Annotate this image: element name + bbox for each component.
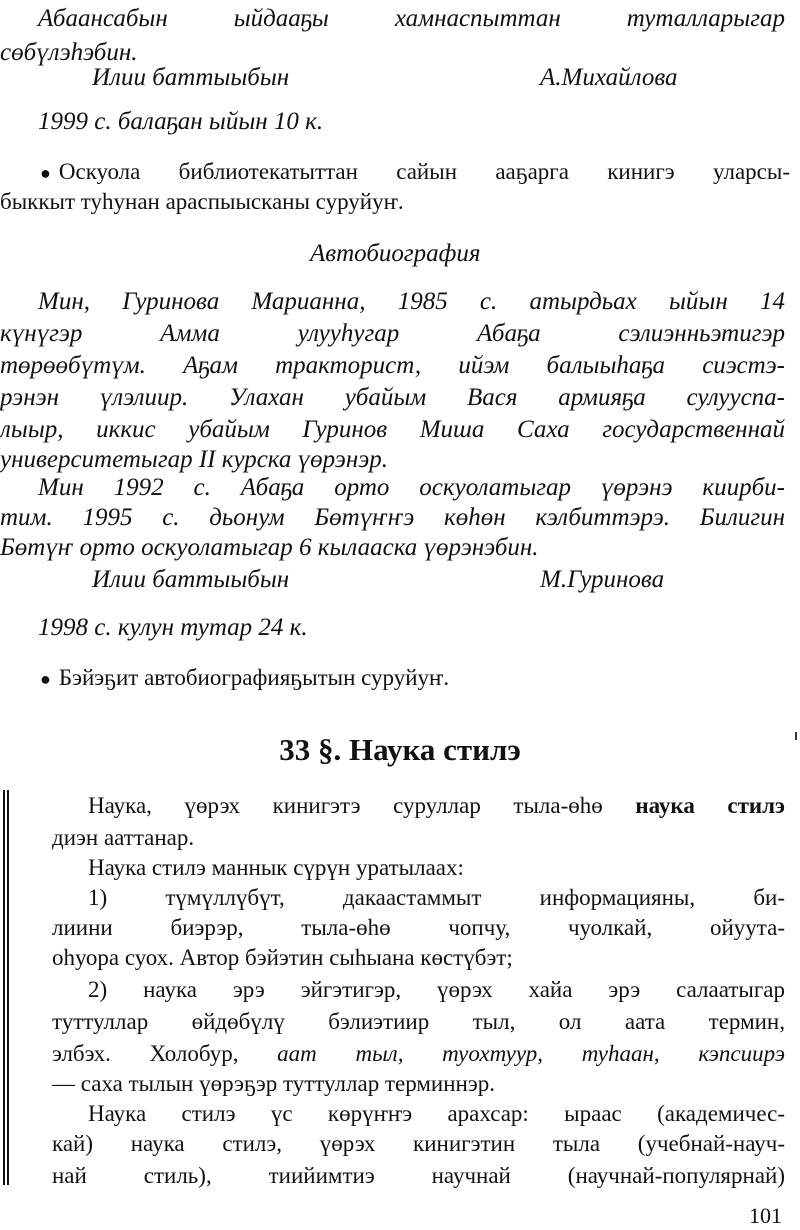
bullet-icon: ● — [40, 163, 51, 183]
task-line — [40, 662, 449, 694]
page-number: 101 — [749, 1203, 782, 1228]
section-line: оһуора суох. Автор бэйэтин сыһыана көстүбэт; — [52, 945, 513, 970]
autobiography-line: лыыр, иккис убайым Гуринов Миша Саха государственнай — [0, 416, 785, 443]
section-line: кай) наука стилэ, үөрэх кинигэтин тыла (учебнай-науч- — [52, 1131, 785, 1156]
autobiography-date: 1998 с. кулун тутар 24 к. — [38, 614, 308, 641]
section-line — [52, 1038, 785, 1070]
signature-name: М.Гуринова — [540, 566, 665, 593]
letter-line: сөбүлэһэбин. — [0, 39, 138, 66]
text: Наука, үөрэх кинигэтэ суруллар тыла-өһө — [88, 793, 636, 818]
autobiography-line: Мин, Гуринова Марианна, 1985 с. атырдьах ыйын 14 — [38, 288, 785, 315]
section-line: най стиль), тиийимтиэ научнай (научнай-популярнай) — [52, 1163, 785, 1188]
signature-name: А.Михайлова — [540, 64, 678, 91]
section-title: 33 §. Наука стилэ — [279, 732, 521, 767]
letter-date: 1999 с. балаҕан ыйын 10 к. — [38, 108, 324, 135]
section-line: лиини биэрэр, тыла-өһө чопчу, чуолкай, ойуута- — [52, 915, 785, 940]
section-line: — саха тылын үөрэҕэр туттуллар терминнэр. — [52, 1071, 495, 1096]
section-line: 1) түмүллүбүт, дакаастаммыт информацияны, би- — [88, 885, 785, 910]
section-line: 2) наука эрэ эйгэтигэр, үөрэх хайа эрэ салаатыгар — [88, 977, 785, 1002]
autobiography-line: Мин 1992 с. Абаҕа орто оскуолатыгар үөрэнэ киирби- — [38, 474, 785, 501]
autobiography-line: Бөтүҥ орто оскуолатыгар 6 кылааска үөрэнэбин. — [0, 534, 539, 561]
task-line — [40, 156, 790, 188]
italic-examples: аат тыл, туохтуур, туһаан, кэпсиирэ — [277, 1041, 785, 1066]
letter-line: Абаансабын ыйдааҕы хамнаспыттан туталларыгар — [38, 5, 785, 32]
task-text: Бэйэҕит автобиографияҕытын суруйуҥ. — [58, 665, 450, 690]
signature-label: Илии баттыыбын — [92, 566, 290, 593]
autobiography-line: төрөөбүтүм. Аҕам тракторист, ийэм балыыһаҕа сиэстэ- — [0, 352, 785, 379]
autobiography-title: Автобиография — [310, 240, 481, 267]
autobiography-line: тим. 1995 с. дьонум Бөтүҥҥэ көһөн кэлбиттэрэ. Билигин — [0, 504, 785, 531]
autobiography-line: күнүгэр Амма улууһугар Абаҕа сэлиэнньэтигэр — [0, 320, 785, 347]
autobiography-line: университетыгар II курска үөрэнэр. — [0, 446, 389, 473]
margin-bar — [3, 790, 5, 1185]
section-line: Наука стилэ маннык сүрүн уратылаах: — [88, 855, 464, 880]
text: элбэх. Холобур, — [52, 1041, 278, 1066]
task-text: Оскуола библиотекатыттан сайын ааҕарга кинигэ уларсы- — [58, 159, 790, 184]
autobiography-line: рэнэн үлэлиир. Улахан убайым Вася армияҕа сулууспа- — [0, 384, 785, 411]
section-line: Наука стилэ үс көрүҥҥэ арахсар: ыраас (академичес- — [88, 1101, 785, 1126]
margin-bar — [7, 790, 9, 1185]
bullet-icon: ● — [40, 669, 51, 689]
section-line: туттуллар өйдөбүлү бэлиэтиир тыл, ол аата термин, — [52, 1009, 785, 1034]
section-line: диэн ааттанар. — [52, 825, 195, 850]
signature-label: Илии баттыыбын — [92, 64, 290, 91]
bold-term: наука стилэ — [635, 793, 785, 818]
section-line — [88, 790, 785, 822]
task-line: быккыт туһунан араспыысканы суруйуҥ. — [0, 189, 404, 214]
